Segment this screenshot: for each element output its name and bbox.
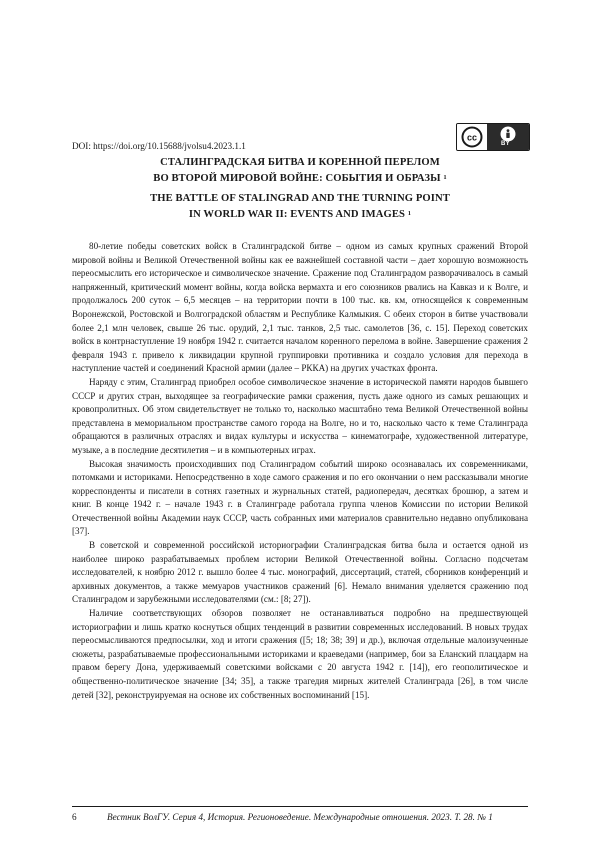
title-ru-line-2: ВО ВТОРОЙ МИРОВОЙ ВОЙНЕ: СОБЫТИЯ И ОБРАЗЫ: [153, 173, 441, 184]
title-ru-footnote-mark[interactable]: 1: [443, 174, 447, 181]
title-ru-line-1: СТАЛИНГРАДСКАЯ БИТВА И КОРЕННОЙ ПЕРЕЛОМ: [160, 157, 440, 168]
body-paragraph: Наличие соответствующих обзоров позволяет не останавливаться подробно на предшествующей историографии и лишь кратко коснуться общих тенденций в развитии современных исследований. В новых трудах переосмысливаются предпосылки, ход и итоги сражения ([5; 18; 38; 39] и др.), включая отдельные малоизученные сюжеты, разрабатываемые профессиональными историками и краеведами (например, бои за Еланский плацдарм на правом берегу Дона, удерживаемый советскими войсками с 20 августа 1942 г. [14]), его геополитическое и общественно-политическое значение [34; 35], а также трагедия мирных жителей Сталинграда [26], в том числе детей [32], реконструируемая на основе их собственных воспоминаний [15].: [72, 608, 528, 700]
article-title-en: [72, 191, 528, 223]
body-paragraph: 80-летие победы советских войск в Сталинградской битве – одном из самых крупных сражений Второй мировой войны и Великой Отечественной войны как ее важнейшей составной части – дает хорошую возможность переосмыслить его историческое и символическое значение. Сражение под Сталинградом разворачивалось в самый напряженный, критический момент войны, когда войска вермахта и его союзников рвались на Кавказ и к Волге, и продолжалось 200 суток – 6,5 месяцев – на территории почти в 100 тыс. кв. км, относящейся к современным Воронежской, Ростовской и Волгоградской областям и Республике Калмыкия. С обеих сторон в битве участвовали более 2,1 млн человек, свыше 26 тыс. орудий, 2,1 тыс. танков, 2,5 тыс. самолетов [36, с. 15]. Переход советских войск в контрнаступление 19 ноября 1942 г. считается началом коренного перелома в войне. Завершение сражения 2 февраля 1943 г. привело к ликвидации крупной группировки противника и создало условия для перехода в наступление частей и соединений Красной армии (далее – РККА) на других участках фронта.: [72, 241, 528, 374]
license-label: BY: [501, 141, 510, 147]
body-paragraph: Высокая значимость происходивших под Сталинградом событий широко осознавалась их современниками, потомками и историками. Непосредственно в ходе самого сражения и по его окончании о нем рассказывали многие корреспонденты и писатели в сотнях газетных и журнальных статей, радиопередач, десятках брошюр, а затем и книг. В конце 1942 г. – начале 1943 г. в Сталинграде работала группа членов Комиссии по истории Великой Отечественной войны Академии наук СССР, часть собранных ими материалов сравнительно недавно опубликована [37].: [72, 458, 528, 537]
svg-text:cc: cc: [466, 132, 478, 143]
body-paragraph: Наряду с этим, Сталинград приобрел особое символическое значение в исторической памяти народов бывшего СССР и других стран, выходящее за географические рамки сражения, пусть даже одного из самых решающих и кровопролитных. Об этом свидетельствует не только то, насколько масштабно тема Великой Отечественной войны представлена в мемориальном пространстве самого города на Волге, но и то, насколько часто к теме Сталинграда обращаются в различных отраслях и видах культуры и искусства – кинематографе, художественной литературе, музыке, а в последние десятилетия – и в компьютерных играх.: [72, 376, 528, 455]
journal-running-footer: Вестник ВолГУ. Серия 4, История. Регионоведение. Международные отношения. 2023. Т. 28. № 1: [107, 812, 493, 822]
article-title-ru: [72, 155, 528, 187]
title-en-line-1: THE BATTLE OF STALINGRAD AND THE TURNING POINT: [150, 193, 450, 204]
cc-by-icon: [457, 124, 529, 150]
cc-by-license-badge[interactable]: [456, 123, 530, 151]
body-paragraph: В советской и современной российской историографии Сталинградская битва была и остается одной из наиболее широко разрабатываемых проблем истории Великой Отечественной войны. Согласно подсчетам исследователей, к ноябрю 2012 г. вышло более 4 тыс. монографий, диссертаций, статей, сборников конференций и архивных документов, а также мемуаров участников сражений [6]. Немало внимания уделяется сражению под Сталинградом и зарубежными исследователями (см.: [8; 27]).: [72, 540, 528, 605]
doi-link[interactable]: DOI: https://doi.org/10.15688/jvolsu4.2023.1.1: [72, 141, 246, 151]
article-body: [72, 240, 528, 702]
footer-divider: [72, 806, 528, 807]
page-number: 6: [72, 812, 77, 822]
title-en-line-2: IN WORLD WAR II: EVENTS AND IMAGES: [188, 209, 405, 220]
title-en-footnote-mark[interactable]: 1: [407, 210, 412, 217]
